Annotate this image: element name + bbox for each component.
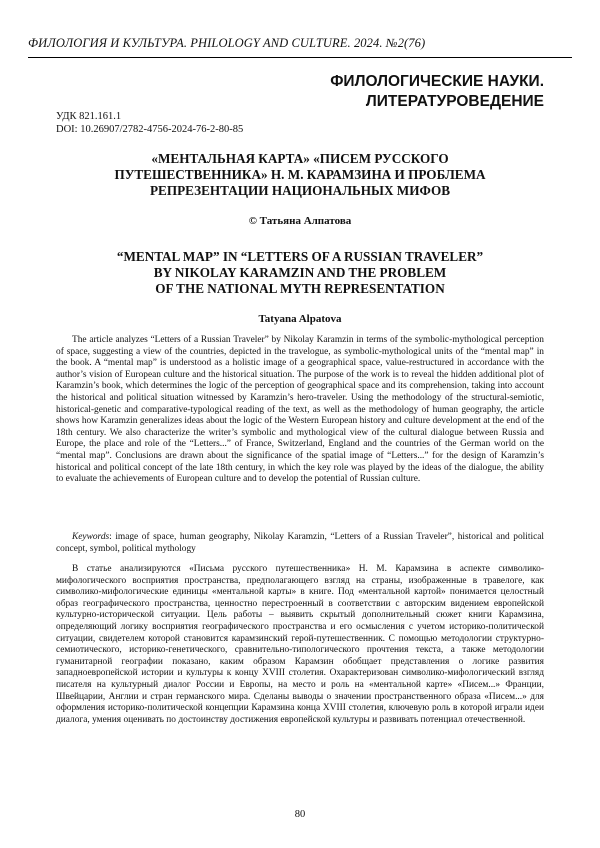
title-russian-line2: ПУТЕШЕСТВЕННИКА» Н. М. КАРАМЗИНА И ПРОБЛЕМА [114, 167, 486, 182]
doi: DOI: 10.26907/2782-4756-2024-76-2-80-85 [56, 124, 244, 135]
keywords [56, 532, 544, 555]
title-english-line3: OF THE NATIONAL MYTH REPRESENTATION [155, 281, 445, 296]
journal-header: ФИЛОЛОГИЯ И КУЛЬТУРА. PHILOLOGY AND CULTURE. 2024. №2(76) [28, 36, 426, 50]
article-meta [56, 110, 243, 136]
keywords-label: Keywords [72, 532, 110, 542]
section-title [164, 72, 544, 112]
author-english: Tatyana Alpatova [258, 313, 342, 325]
page-number: 80 [294, 809, 306, 820]
title-russian-line1: «МЕНТАЛЬНАЯ КАРТА» «ПИСЕМ РУССКОГО [151, 151, 449, 166]
title-english [56, 249, 544, 297]
author-russian: © Татьяна Алпатова [248, 215, 352, 227]
header-divider [28, 57, 572, 58]
section-title-line1: ФИЛОЛОГИЧЕСКИЕ НАУКИ. [330, 73, 544, 90]
title-english-line1: “MENTAL MAP” IN “LETTERS OF A RUSSIAN TRAVELER” [116, 249, 484, 264]
section-title-line2: ЛИТЕРАТУРОВЕДЕНИЕ [365, 93, 544, 110]
abstract-russian: В статье анализируются «Письма русского путешественника» Н. М. Карамзина в аспекте символико-мифологического восприятия пространства, предполагающего взгляд на страны, изображенные в травелоге, как символико-мифологические единицы «ментальной карты» в книге. Под «ментальной картой» понимается целостный образ географического пространства, ценностно перестроенный в соответствии с авторским видением европейской культурно-исторической ситуации. Цель работы – выявить скрытый дополнительный сюжет книги Карамзина, определяющий логику восприятия географического пространства и его осмысления с учетом историко-политической ситуации, свидетелем которой становится карамзинский герой-путешественник. С помощью методологии структурно-семиотического, историко-генетического, сравнительно-типологического прочтения текста, а также методологии гуманитарной географии показано, каким образом Карамзин обобщает представления о логике развития западноевропейской истории и культуры к концу XVIII столетия. Охарактеризован символико-мифологический взгляд писателя на культурный диалог России и Европы, на место и роль на «ментальной карте» «Писем...» Франции, Швейцарии, Англии и стран германского мира. Сделаны выводы о значении пространственного образа «Писем...» для оформления историко-политической концепции Карамзина конца XVIII столетия, ключевую роль в которой играли идеи диалога, умения оценивать по достоинству достижения европейской культуры и развивать потенциал отечественной. [56, 564, 544, 725]
title-russian [56, 151, 544, 199]
title-russian-line3: РЕПРЕЗЕНТАЦИИ НАЦИОНАЛЬНЫХ МИФОВ [149, 183, 451, 198]
abstract-english: The article analyzes “Letters of a Russian Traveler” by Nikolay Karamzin in terms of the symbolic-mythological perception of space, suggesting a view of the countries, depicted in the travelogue, as symbolic-mythological units of the “mental map” in the book. A “mental map” is understood as a holistic image of a geographical space, value-restructured in accordance with the author’s vision of European culture and the historical situation. The purpose of the work is to reveal the hidden additional plot of Karamzin’s book, which determines the logic of the perception of geographical space and its comprehension, taking into account the historical and political situation witnessed by Karamzin’s hero-traveler. Using the methodology of the structural-semiotic, historical-genetic and comparative-typological reading of the text, as well as the methodology of human geography, the article shows how Karamzin generalizes ideas about the logic of the Western European history and culture development at the end of the 18th century. We also characterize the writer’s symbolic and mythological view of the cultural dialogue between Russia and Europe, the place and role of the “Letters...” of France, Switzerland, England and the countries of the German world on the “mental map”. Conclusions are drawn about the significance of the spatial image of “Letters...” for the design of Karamzin’s historical and political concept of the late 18th century, in which the key role was played by the ideas of the dialogue, the ability to evaluate the achievements of European culture and to develop the potential of Russian culture. [56, 335, 544, 485]
keywords-text: : image of space, human geography, Nikolay Karamzin, “Letters of a Russian Traveler”, historical and political concept, symbol, political mythology [56, 532, 544, 554]
title-english-line2: BY NIKOLAY KARAMZIN AND THE PROBLEM [153, 265, 447, 280]
udc-code: УДК 821.161.1 [56, 111, 122, 122]
